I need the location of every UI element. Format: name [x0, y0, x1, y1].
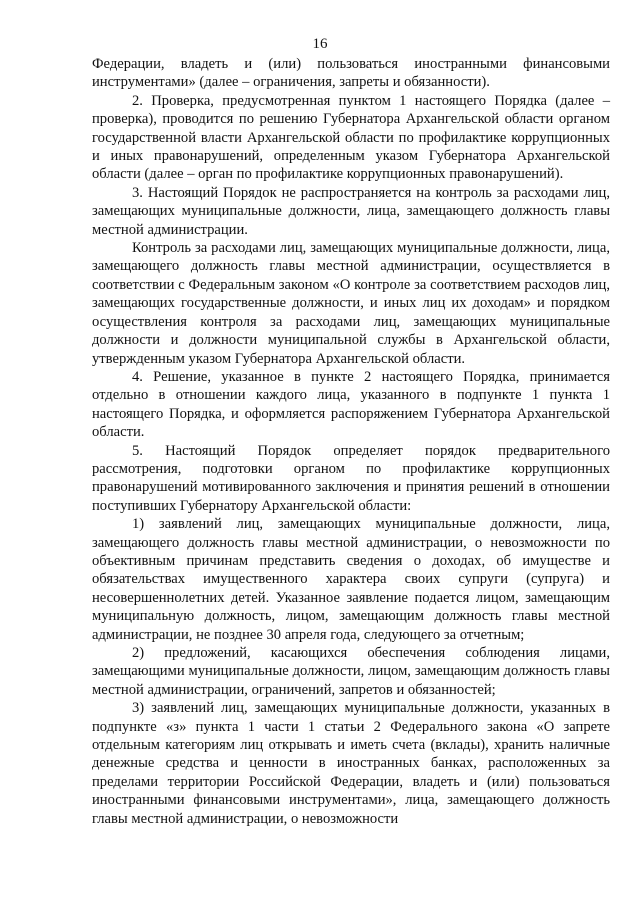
paragraph-5: 5. Настоящий Порядок определяет порядок предварительного рассмотрения, подготовки органом по профилактике коррупционных правонарушений мотивированного заключения и принятия решений в отношении поступивших Губернатору Архангельской области:: [92, 442, 610, 514]
list-item-3: 3) заявлений лиц, замещающих муниципальные должности, указанных в подпункте «з» пункта 1 части 1 статьи 2 Федерального закона «О запрете отдельным категориям лиц открывать и иметь счета (вклады), хранить наличные денежные средства и ценности в иностранных банках, расположенных за пределами территории Российской Федерации, владеть и (или) пользоваться иностранными финансовыми инструментами», лица, замещающего должность главы местной администрации, о невозможности: [92, 700, 610, 827]
list-item-2: 2) предложений, касающихся обеспечения соблюдения лицами, замещающими муниципальные должности, лицом, замещающим должность главы местной администрации, ограничений, запретов и обязанностей;: [92, 645, 610, 698]
paragraph-3: 3. Настоящий Порядок не распространяется на контроль за расходами лиц, замещающих муниципальные должности, лица, замещающего должность главы местной администрации.: [92, 184, 610, 238]
list-item-1: 1) заявлений лиц, замещающих муниципальные должности, лица, замещающего должность главы местной администрации, о невозможности по объективным причинам представить сведения о доходах, об имуществе и обязательствах имущественного характера своих супруги (супруга) и несовершеннолетних детей. Указанное заявление подается лицом, замещающим муниципальную должность, лицом, замещающим должность главы местной администрации, не позднее 30 апреля года, следующего за отчетным;: [92, 516, 610, 643]
document-body: [92, 55, 610, 828]
paragraph-2: 2. Проверка, предусмотренная пунктом 1 настоящего Порядка (далее – проверка), проводится по решению Губернатора Архангельской области органом государственной власти Архангельской области по профилактике коррупционных и иных правонарушений, определенным указом Губернатора Архангельской области (далее – орган по профилактике коррупционных правонарушений).: [92, 92, 610, 183]
paragraph-expense-control: Контроль за расходами лиц, замещающих муниципальные должности, лица, замещающего должность главы местной администрации, осуществляется в соответствии с Федеральным законом «О контроле за соответствием расходов лиц, замещающих государственные должности, и иных лиц их доходам» и порядком осуществления контроля за расходами лиц, замещающих муниципальные должности и должности муниципальной службы в Архангельской области, утвержденным указом Губернатора Архангельской области.: [92, 240, 610, 367]
page-number: 16: [312, 36, 328, 52]
paragraph-continuation: Федерации, владеть и (или) пользоваться иностранными финансовыми инструментами» (далее – ограничения, запреты и обязанности).: [92, 56, 610, 91]
paragraph-4: 4. Решение, указанное в пункте 2 настоящего Порядка, принимается отдельно в отношении каждого лица, указанного в подпункте 1 пункта 1 настоящего Порядка, и оформляется распоряжением Губернатора Архангельской области.: [92, 368, 610, 441]
